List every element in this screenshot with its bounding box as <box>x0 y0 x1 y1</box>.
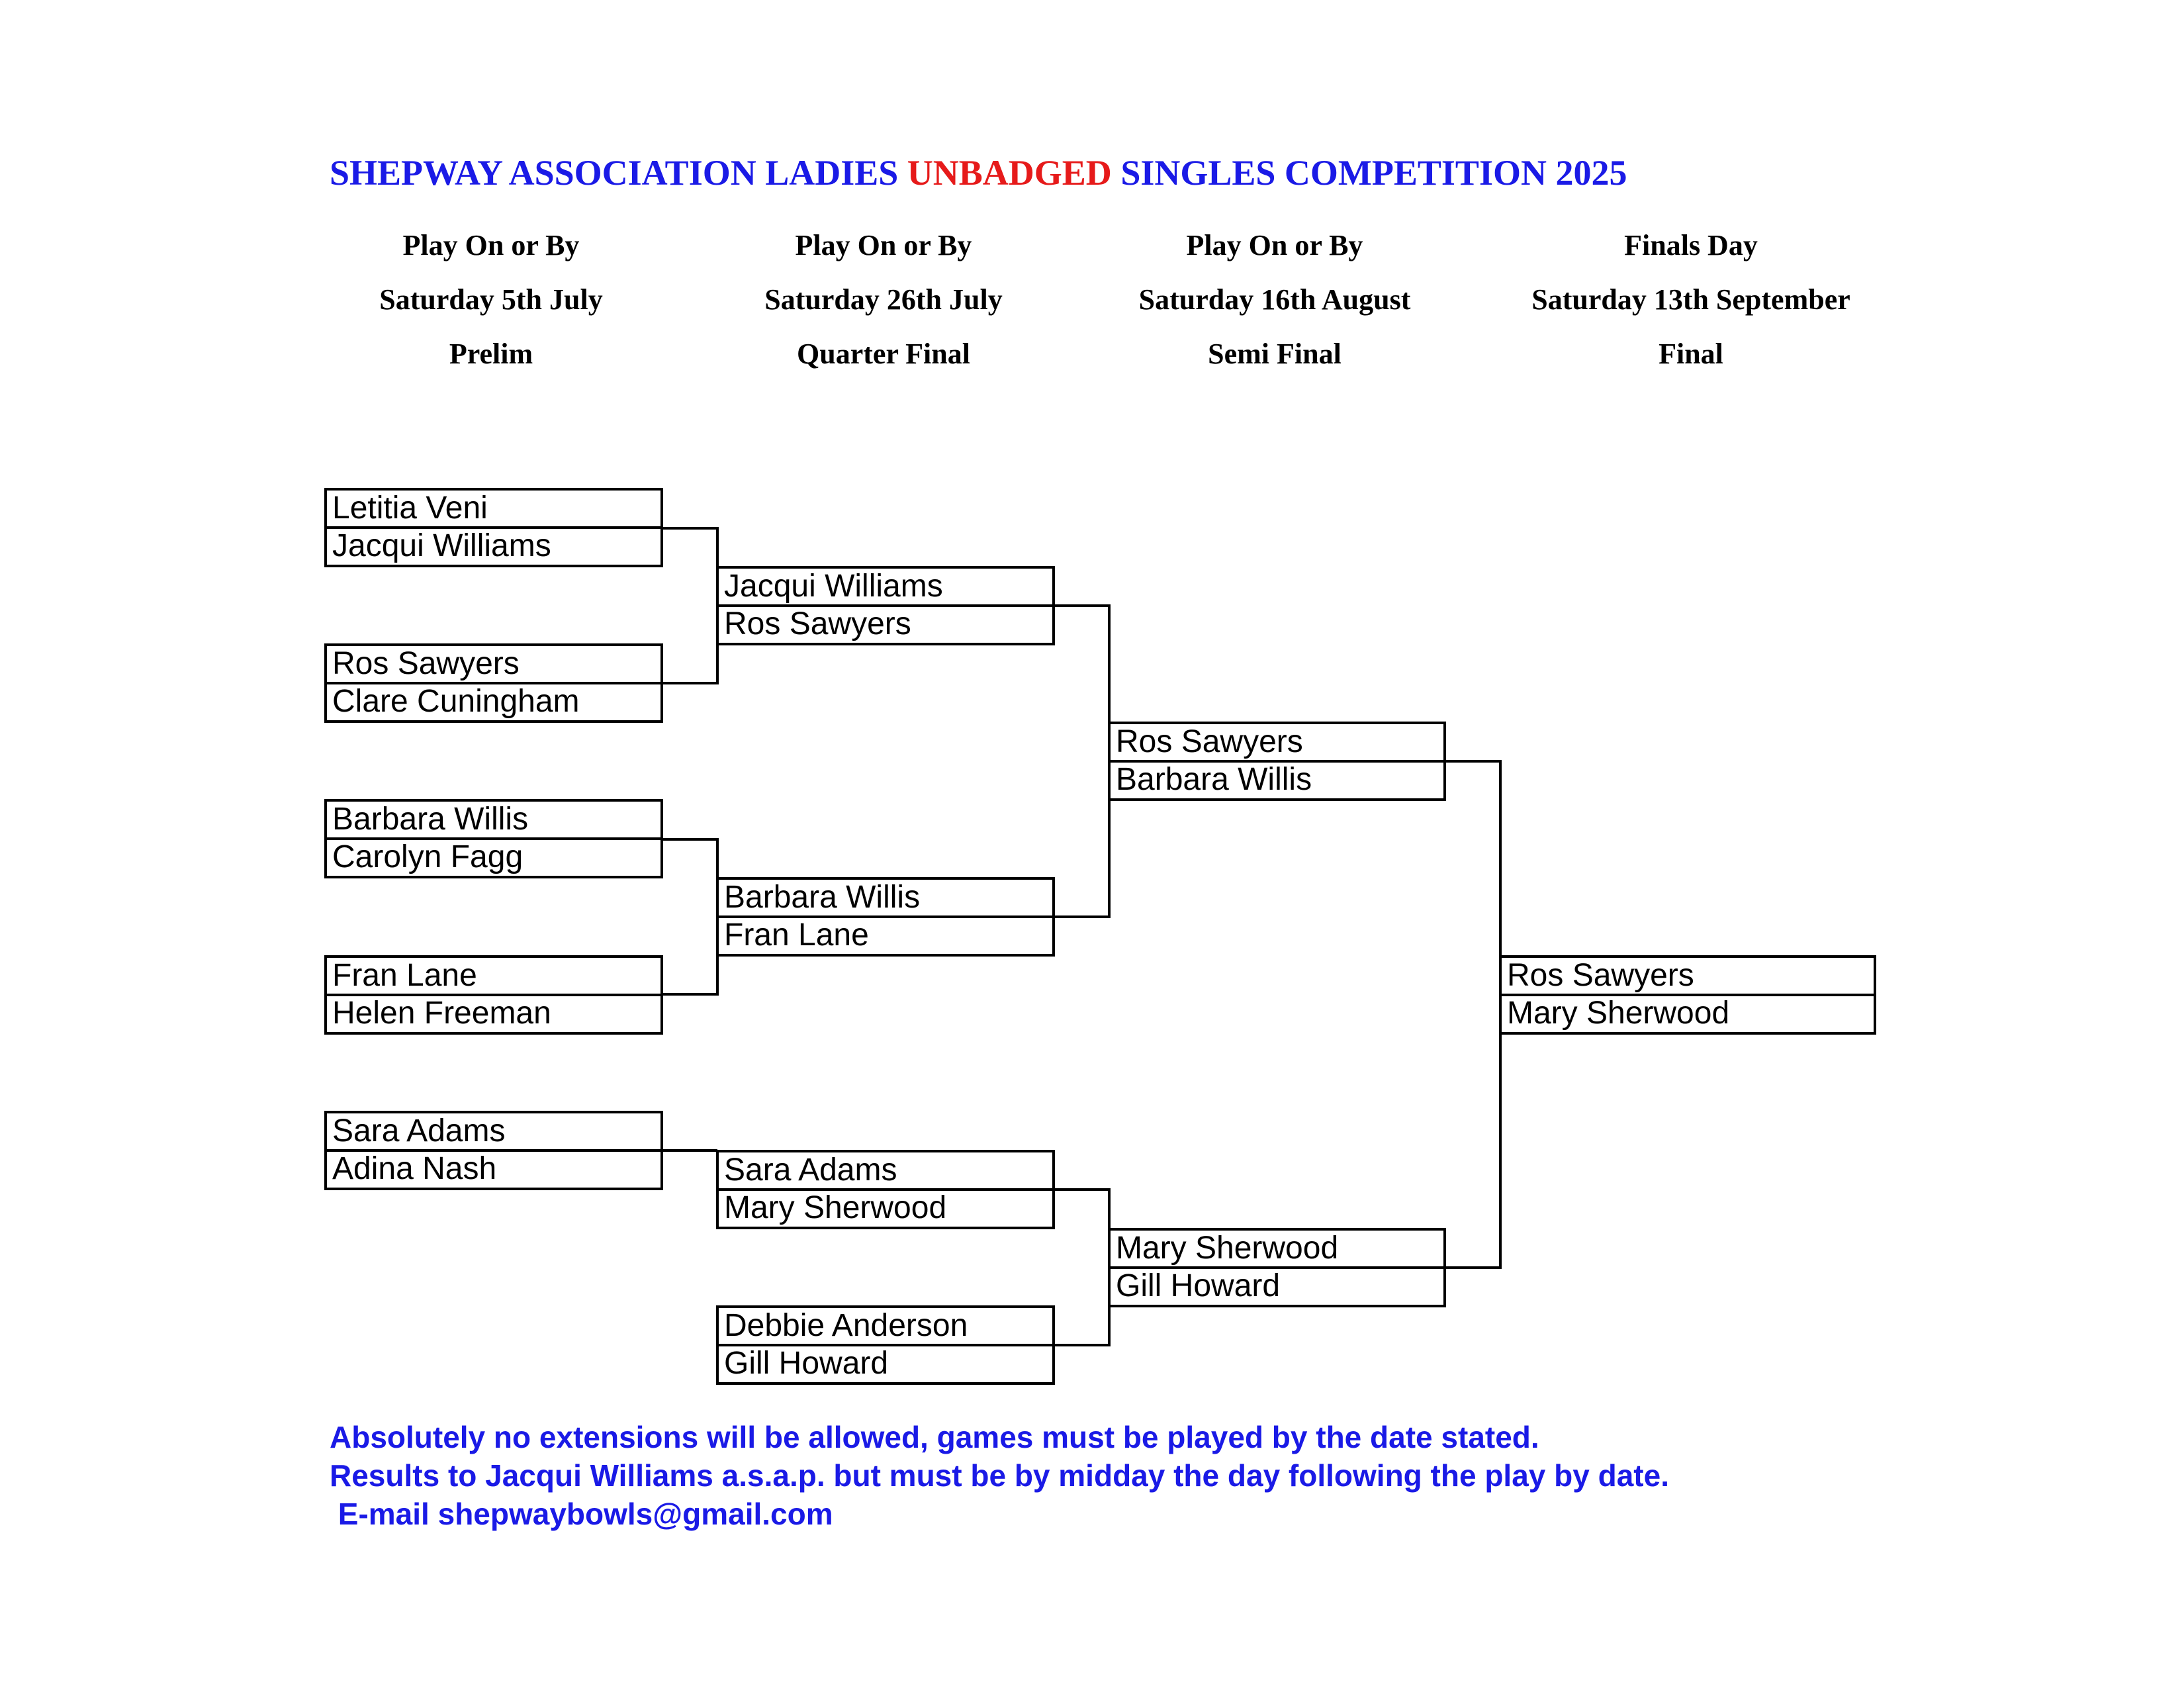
footer-line-extensions: Absolutely no extensions will be allowed, games must be played by the date stated. <box>330 1420 1539 1454</box>
connector-quarter-3 <box>1054 1190 1109 1345</box>
title-highlight: UNBADGED <box>907 153 1112 193</box>
round-header-stage: Quarter Final <box>797 338 970 370</box>
player-slot: Jacqui Williams <box>716 566 1055 607</box>
round-header-stage: Prelim <box>449 338 533 370</box>
player-slot: Debbie Anderson <box>716 1305 1055 1346</box>
round-header-line1: Play On or By <box>1186 229 1363 261</box>
player-slot: Fran Lane <box>716 918 1055 957</box>
player-slot: Clare Cuningham <box>324 684 663 723</box>
player-slot: Ros Sawyers <box>1108 722 1446 763</box>
player-slot: Carolyn Fagg <box>324 840 663 878</box>
round-header-stage: Final <box>1659 338 1723 370</box>
footer-line-results: Results to Jacqui Williams a.s.a.p. but must be by midday the day following the play by date. <box>330 1458 1669 1493</box>
connector-quarter-1 <box>1054 606 1109 917</box>
player-slot: Fran Lane <box>324 955 663 996</box>
player-slot: Mary Sherwood <box>1108 1228 1446 1269</box>
player-slot: Ros Sawyers <box>324 643 663 684</box>
round-header-date: Saturday 26th July <box>764 283 1003 316</box>
round-header-line1: Play On or By <box>402 229 580 261</box>
player-slot: Barbara Willis <box>324 799 663 840</box>
connector-prelim-3 <box>662 839 717 994</box>
player-slot: Gill Howard <box>1108 1269 1446 1307</box>
player-slot: Ros Sawyers <box>716 607 1055 645</box>
player-slot: Mary Sherwood <box>1499 996 1876 1035</box>
player-slot: Barbara Willis <box>1108 763 1446 801</box>
footer-line-email: E-mail shepwaybowls@gmail.com <box>330 1497 833 1531</box>
connector-prelim-1 <box>662 528 717 683</box>
connector-semi <box>1445 761 1500 1268</box>
player-slot: Gill Howard <box>716 1346 1055 1385</box>
round-header-date: Saturday 16th August <box>1138 283 1411 316</box>
player-slot: Sara Adams <box>716 1150 1055 1191</box>
round-header-line1: Finals Day <box>1624 229 1758 261</box>
player-slot: Helen Freeman <box>324 996 663 1035</box>
player-slot: Sara Adams <box>324 1111 663 1152</box>
round-header-line1: Play On or By <box>795 229 972 261</box>
player-slot: Barbara Willis <box>716 877 1055 918</box>
player-slot: Mary Sherwood <box>716 1191 1055 1229</box>
player-slot: Letitia Veni <box>324 488 663 529</box>
title-part-3: SINGLES COMPETITION 2025 <box>1111 153 1627 193</box>
player-slot: Adina Nash <box>324 1152 663 1190</box>
round-header-stage: Semi Final <box>1208 338 1342 370</box>
round-header-date: Saturday 5th July <box>379 283 603 316</box>
player-slot: Ros Sawyers <box>1499 955 1876 996</box>
round-header-date: Saturday 13th September <box>1531 283 1850 316</box>
title-part-1: SHEPWAY ASSOCIATION LADIES <box>330 153 907 193</box>
player-slot: Jacqui Williams <box>324 529 663 567</box>
footer-notice <box>330 1418 1669 1533</box>
